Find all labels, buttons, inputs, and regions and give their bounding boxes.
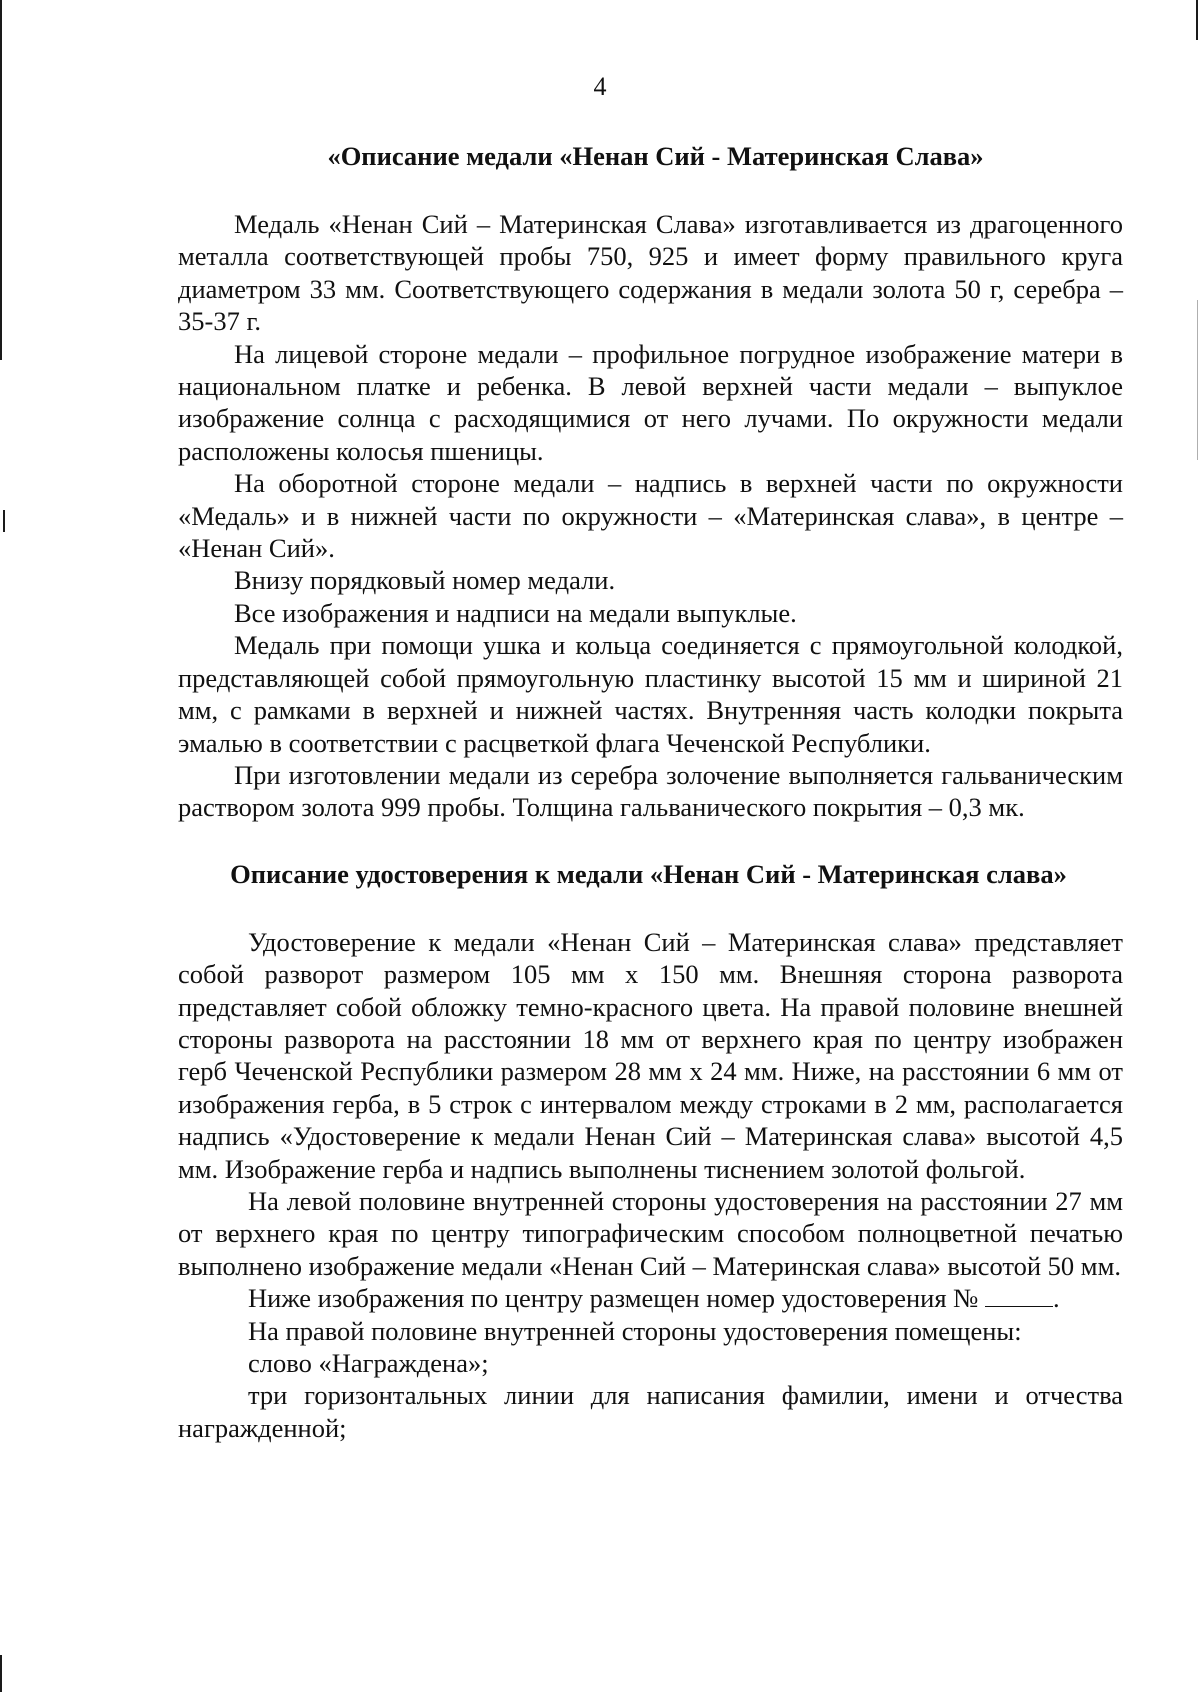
certificate-number-end: . <box>1053 1283 1060 1314</box>
certificate-description-title: Описание удостоверения к медали «Ненан Сий - Материнская слава» <box>230 858 1067 889</box>
paragraph: На правой половине внутренней стороны удостоверения помещены: <box>248 1315 1022 1346</box>
paragraph: Медаль при помощи ушка и кольца соединяется с прямоугольной колодкой, представляющей собой прямоугольную пластинку высотой 15 мм и шириной 21 мм, с рамками в верхней и нижней частях. Внутренняя часть колодки покрыта эмалью в соответствии с расцветкой флага Чеченской Республики. <box>178 630 1123 758</box>
medal-description-section <box>178 140 1123 824</box>
paragraph: На лицевой стороне медали – профильное погрудное изображение матери в национальном платке и ребенка. В левой верхней части медали – выпуклое изображение солнца с расходящимися от него лучами. По окружности медали расположены колосья пшеницы. <box>178 338 1123 466</box>
certificate-number-blank <box>985 1284 1053 1307</box>
paragraph: слово «Награждена»; <box>248 1348 489 1378</box>
paragraph: На оборотной стороне медали – надпись в верхней части по окружности «Медаль» и в нижней части по окружности – «Материнская слава», в центре – «Ненан Сий». <box>178 468 1123 564</box>
scan-edge-left-mark <box>3 510 5 532</box>
paragraph: Внизу порядковый номер медали. <box>234 565 616 596</box>
page-number: 4 <box>593 72 607 101</box>
paragraph: Удостоверение к медали «Ненан Сий – Материнская слава» представляет собой разворот размером 105 мм х 150 мм. Внешняя сторона разворота представляет собой обложку темно-красного цвета. На правой половине внешней стороны разворота на расстоянии 18 мм от верхнего края по центру изображен герб Чеченской Республики размером 28 мм х 24 мм. Ниже, на расстоянии 6 мм от изображения герба, в 5 строк с интервалом между строками в 2 мм, располагается надпись «Удостоверение к медали Ненан Сий – Материнская слава» высотой 4,5 мм. Изображение герба и надпись выполнены тиснением золотой фольгой. <box>178 926 1123 1184</box>
certificate-description-section <box>178 858 1123 1445</box>
scan-edge-right-top <box>1196 0 1198 40</box>
paragraph: На левой половине внутренней стороны удостоверения на расстоянии 27 мм от верхнего края по центру типографическим способом полноцветной печатью выполнено изображение медали «Ненан Сий – Материнская слава» высотой 50 мм. <box>178 1185 1123 1281</box>
medal-description-title: «Описание медали «Ненан Сий - Материнская Слава» <box>327 141 984 171</box>
document-body <box>178 140 1123 1444</box>
paragraph: При изготовлении медали из серебра золочение выполняется гальваническим раствором золота 999 пробы. Толщина гальванического покрытия – 0,3 мк. <box>178 759 1123 823</box>
scan-edge-right-faint <box>1197 300 1198 460</box>
scan-edge-left-top <box>0 0 2 360</box>
certificate-number-line <box>178 1282 1123 1314</box>
certificate-number-text: Ниже изображения по центру размещен номер удостоверения № <box>248 1283 979 1314</box>
paragraph: Все изображения и надписи на медали выпуклые. <box>234 597 797 628</box>
paragraph: Медаль «Ненан Сий – Материнская Слава» изготавливается из драгоценного металла соответствующей пробы 750, 925 и имеет форму правильного круга диаметром 33 мм. Соответствующего содержания в медали золота 50 г, серебра – 35-37 г. <box>178 209 1123 337</box>
scan-edge-left-bottom <box>0 1655 2 1692</box>
paragraph: три горизонтальных линии для написания фамилии, имени и отчества награжденной; <box>178 1380 1123 1443</box>
